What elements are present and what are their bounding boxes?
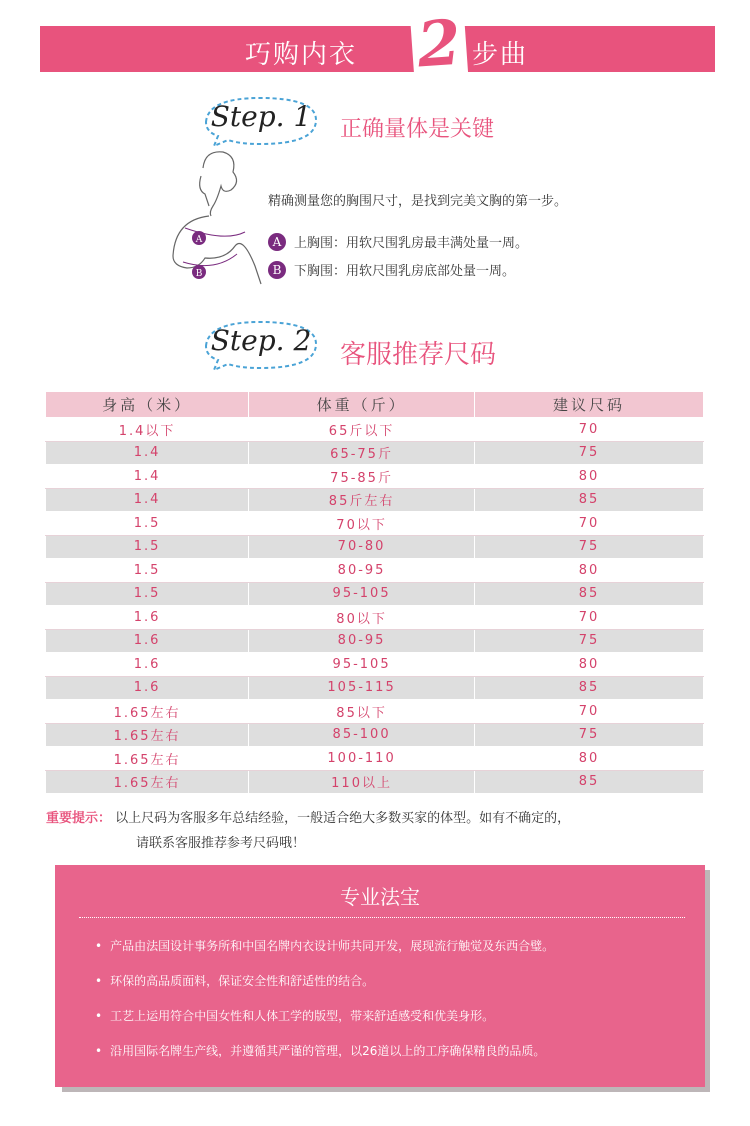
cell-size: 80 xyxy=(474,559,703,583)
cell-size: 85 xyxy=(474,676,703,700)
cell-weight: 80以下 xyxy=(249,606,475,630)
list-item: • 产品由法国设计事务所和中国名牌内衣设计师共同开发，展现流行触觉及东西合璧。 xyxy=(95,935,554,970)
cell-height: 1.5 xyxy=(46,512,249,536)
banner-number: 2 xyxy=(414,5,464,82)
tip-line1: 以上尺码为客服多年总结经验，一般适合绝大多数买家的体型。如有不确定的， xyxy=(115,811,571,826)
tip-label: 重要提示： xyxy=(46,811,112,826)
measure-a-row xyxy=(268,232,528,251)
cell-weight: 70-80 xyxy=(249,535,475,559)
important-tip xyxy=(46,806,570,856)
table-body xyxy=(46,418,704,794)
table-row xyxy=(46,676,704,700)
table-row xyxy=(46,488,704,512)
step2-badge xyxy=(200,316,322,374)
cell-size: 80 xyxy=(474,653,703,677)
table-row xyxy=(46,535,704,559)
features-panel xyxy=(55,865,705,1087)
table-row xyxy=(46,770,704,794)
cell-size: 75 xyxy=(474,629,703,653)
cell-weight: 95-105 xyxy=(249,582,475,606)
cell-height: 1.65左右 xyxy=(46,700,249,724)
size-table xyxy=(45,391,704,794)
cell-height: 1.6 xyxy=(46,606,249,630)
cell-size: 75 xyxy=(474,535,703,559)
header-banner xyxy=(40,5,715,82)
table-row xyxy=(46,582,704,606)
cell-height: 1.6 xyxy=(46,653,249,677)
cell-height: 1.65左右 xyxy=(46,723,249,747)
cell-height: 1.5 xyxy=(46,582,249,606)
banner-number-badge xyxy=(409,2,468,86)
cell-size: 70 xyxy=(474,512,703,536)
cell-height: 1.5 xyxy=(46,535,249,559)
svg-text:B: B xyxy=(195,269,203,279)
cell-size: 70 xyxy=(474,418,703,442)
table-row xyxy=(46,418,704,442)
cell-weight: 110以上 xyxy=(249,770,475,794)
table-header-row xyxy=(46,392,704,418)
measure-b-row xyxy=(268,260,515,279)
cell-weight: 105-115 xyxy=(249,676,475,700)
cell-size: 70 xyxy=(474,606,703,630)
step1-title: 正确量体是关键 xyxy=(340,117,495,142)
header-size: 建议尺码 xyxy=(474,392,703,418)
banner-right-text: 步曲 xyxy=(472,40,529,70)
step1-label: Step. 1 xyxy=(210,100,312,133)
banner-left-text: 巧购内衣 xyxy=(245,40,358,70)
cell-height: 1.4 xyxy=(46,465,249,489)
list-item: • 工艺上运用符合中国女性和人体工学的版型，带来舒适感受和优美身形。 xyxy=(95,1005,554,1040)
header-weight: 体重（斤） xyxy=(249,392,475,418)
features-list xyxy=(95,935,554,1075)
table-row xyxy=(46,512,704,536)
cell-height: 1.65左右 xyxy=(46,770,249,794)
cell-size: 85 xyxy=(474,582,703,606)
cell-weight: 85以下 xyxy=(249,700,475,724)
cell-weight: 75-85斤 xyxy=(249,465,475,489)
cell-height: 1.65左右 xyxy=(46,747,249,771)
list-item: • 沿用国际名牌生产线，并遵循其严谨的管理，以26道以上的工序确保精良的品质。 xyxy=(95,1040,554,1075)
table-row xyxy=(46,723,704,747)
table-row xyxy=(46,629,704,653)
cell-weight: 70以下 xyxy=(249,512,475,536)
cell-size: 80 xyxy=(474,465,703,489)
panel-title: 专业法宝 xyxy=(340,885,420,909)
step1-intro: 精确测量您的胸围尺寸，是找到完美文胸的第一步。 xyxy=(268,194,568,209)
cell-weight: 85-100 xyxy=(249,723,475,747)
cell-height: 1.4 xyxy=(46,488,249,512)
panel-divider xyxy=(79,917,685,918)
cell-size: 85 xyxy=(474,488,703,512)
cell-weight: 95-105 xyxy=(249,653,475,677)
table-row xyxy=(46,747,704,771)
cell-size: 85 xyxy=(474,770,703,794)
table-row xyxy=(46,653,704,677)
cell-weight: 80-95 xyxy=(249,629,475,653)
measure-b-text: 下胸围：用软尺围乳房底部处量一周。 xyxy=(294,264,516,279)
svg-text:A: A xyxy=(195,235,203,245)
table-row xyxy=(46,606,704,630)
table-row xyxy=(46,700,704,724)
header-height: 身高（米） xyxy=(46,392,249,418)
cell-weight: 85斤左右 xyxy=(249,488,475,512)
letter-b-badge: B xyxy=(268,261,286,279)
cell-height: 1.5 xyxy=(46,559,249,583)
step2-label: Step. 2 xyxy=(210,324,312,357)
cell-weight: 65斤以下 xyxy=(249,418,475,442)
body-figure-illustration xyxy=(165,146,265,286)
step1-badge xyxy=(200,92,322,150)
step2-title: 客服推荐尺码 xyxy=(340,340,497,370)
table-row xyxy=(46,559,704,583)
table-row xyxy=(46,441,704,465)
cell-weight: 100-110 xyxy=(249,747,475,771)
cell-height: 1.4以下 xyxy=(46,418,249,442)
cell-size: 70 xyxy=(474,700,703,724)
table-row xyxy=(46,465,704,489)
cell-size: 80 xyxy=(474,747,703,771)
cell-size: 75 xyxy=(474,441,703,465)
cell-weight: 80-95 xyxy=(249,559,475,583)
cell-height: 1.6 xyxy=(46,676,249,700)
cell-height: 1.4 xyxy=(46,441,249,465)
cell-height: 1.6 xyxy=(46,629,249,653)
tip-line2: 请联系客服推荐参考尺码哦！ xyxy=(136,836,306,851)
list-item: • 环保的高品质面料，保证安全性和舒适性的结合。 xyxy=(95,970,554,1005)
cell-weight: 65-75斤 xyxy=(249,441,475,465)
letter-a-badge: A xyxy=(268,233,286,251)
measure-a-text: 上胸围：用软尺围乳房最丰满处量一周。 xyxy=(294,236,529,251)
cell-size: 75 xyxy=(474,723,703,747)
